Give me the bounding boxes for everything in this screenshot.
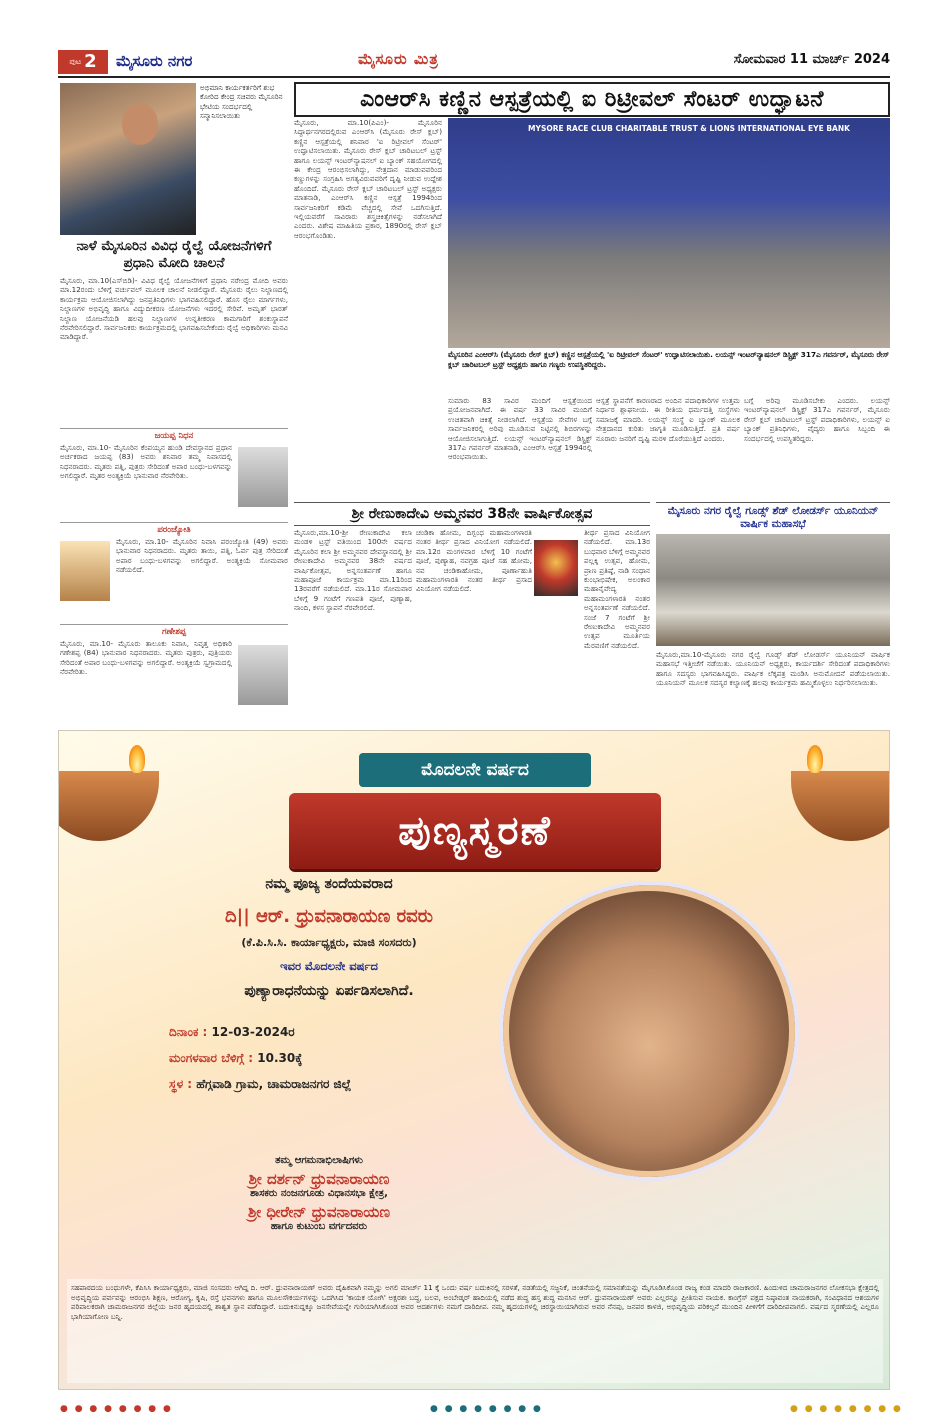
ceremony-time [169, 1051, 302, 1066]
time-label: ಮಂಗಳವಾರ ಬೆಳಿಗ್ಗೆ : [169, 1051, 254, 1065]
time-value: 10.30ಕ್ಕೆ [257, 1051, 303, 1065]
section-name: ಮೈಸೂರು ನಗರ [116, 52, 193, 70]
main-photo-caption: ಮೈಸೂರಿನ ಎಂಆರ್‌ಸಿ (ಮೈಸೂರು ರೇಸ್ ಕ್ಲಬ್) ಕಣ್ಣಿನ ಆಸ್ಪತ್ರೆಯಲ್ಲಿ 'ಐ ರಿಟ್ರೀವಲ್ ಸೆಂಟರ್' ಉದ್ಘಾಟಿಸಲಾಯಿತು. ಲಯನ್ಸ್ ಇಂಟರ್‌ನ್ಯಾಷನಲ್ ಡಿಸ್ಟ್ರಿಕ್ಟ್ 317ಎ ಗವರ್ನರ್, ಮೈಸೂರು ರೇಸ್ ಕ್ಲಬ್ ಚಾರಿಟಬಲ್ ಟ್ರಸ್ಟ್ ಅಧ್ಯಕ್ಷರು ಹಾಗೂ ಗಣ್ಯರು ಉಪಸ್ಥಿತರಿದ್ದರು. [448, 350, 889, 369]
obituary-text: ಮೈಸೂರು, ಮಾ.10- ಮೈಸೂರಿನ ನಿವಾಸಿ ಪರಂಜ್ಯೋತಿ (49) ಅವರು ಭಾನುವಾರ ನಿಧನರಾದರು. ಮೃತರು ತಾಯಿ, ಪತ್ನಿ, ಓರ್ವ ಪುತ್ರ ಸೇರಿದಂತೆ ಅಪಾರ ಬಂಧು-ಬಳಗವನ್ನು ಅಗಲಿದ್ದಾರೆ. ಅಂತ್ಯಕ್ರಿಯೆ ಸೋಮವಾರ ನಡೆಯಲಿದೆ. [116, 537, 288, 575]
first-year-line: ಇವರ ಮೊದಲನೇ ವರ್ಷದ [280, 959, 378, 973]
main-headline: ಎಂಆರ್‌ಸಿ ಕಣ್ಣಿನ ಆಸ್ಪತ್ರೆಯಲ್ಲಿ ಐ ರಿಟ್ರೀವಲ್ ಸೆಂಟರ್ ಉದ್ಘಾಟನೆ [294, 82, 890, 117]
page-number-tag [58, 50, 108, 74]
family-line: ಹಾಗೂ ಕುಟುಂಬ ವರ್ಗದವರು [270, 1221, 368, 1232]
obituary-1 [60, 428, 288, 518]
print-registration-dots: ● ● ● ● ● ● ● ● [790, 1404, 903, 1414]
deity-image [534, 540, 578, 596]
union-story-headline: ಮೈಸೂರು ನಗರ ರೈಲ್ವೆ ಗೂಡ್ಸ್ ಶೆಡ್ ಲೋಡರ್ಸ್ ಯೂನಿಯನ್ ವಾರ್ಷಿಕ ಮಹಾಸಭೆ [656, 502, 890, 531]
issue-date: ಸೋಮವಾರ 11 ಮಾರ್ಚ್ 2024 [733, 52, 890, 67]
place-value: ಹೆಗ್ಗವಾಡಿ ಗ್ರಾಮ, ಚಾಮರಾಜನಗರ ಜಿಲ್ಲೆ [196, 1077, 352, 1091]
ceremony-place [169, 1077, 351, 1092]
son-2-name: ಶ್ರೀ ಧೀರೇನ್ ಧ್ರುವನಾರಾಯಣ [247, 1203, 391, 1221]
rail-story-text: ಮೈಸೂರು, ಮಾ.10(ಎಸ್‌ಬಿಡಿ)- ವಿವಿಧ ರೈಲ್ವೆ ಯೋಜನೆಗಳಿಗೆ ಪ್ರಧಾನಿ ನರೇಂದ್ರ ಮೋದಿ ಅವರು ಮಾ.12ರಂದು ಬೆಳಿಗ್ಗೆ ವರ್ಚುವಲ್ ಮೂಲಕ ಚಾಲನೆ ನೀಡಲಿದ್ದಾರೆ. ಮೈಸೂರು ರೈಲು ನಿಲ್ದಾಣದಲ್ಲಿ ಕಾರ್ಯಕ್ರಮ ಆಯೋಜಿಸಲಾಗಿದ್ದು ಜನಪ್ರತಿನಿಧಿಗಳು ಭಾಗವಹಿಸಲಿದ್ದಾರೆ. ಹೊಸ ರೈಲು ಮಾರ್ಗಗಳು, ನಿಲ್ದಾಣಗಳ ಅಭಿವೃದ್ಧಿ ಹಾಗೂ ವಿದ್ಯುದೀಕರಣ ಯೋಜನೆಗಳು ಇದರಲ್ಲಿ ಸೇರಿವೆ. ಅಮೃತ್ ಭಾರತ್ ನಿಲ್ದಾಣ ಯೋಜನೆಯಡಿ ಹಲವು ನಿಲ್ದಾಣಗಳ ಉನ್ನತೀಕರಣ ಕಾಮಗಾರಿಗೆ ಶಂಕುಸ್ಥಾಪನೆ ನೆರವೇರಿಸಲಿದ್ದಾರೆ. ಸಾರ್ವಜನಿಕರು ಕಾರ್ಯಕ್ರಮದಲ್ಲಿ ಭಾಗವಹಿಸಬೇಕೆಂದು ರೈಲ್ವೆ ಅಧಿಕಾರಿಗಳು ಮನವಿ ಮಾಡಿದ್ದಾರೆ. [60, 276, 288, 342]
first-year-label: ಮೊದಲನೇ ವರ್ಷದ [359, 753, 591, 787]
portrait-photo [499, 881, 799, 1181]
temple-story-column-2: ಚಂಡಿಕಾ ಹೋಮ, ದಿಗ್ಬಂಧ ಮಹಾಮಂಗಳಾರತಿ ನಂತರ ತೀರ್ಥ ಪ್ರಸಾದ ವಿನಿಯೋಗ ನಡೆಯಲಿದೆ. ಮಾ.12ರ ಮಂಗಳವಾರ ಬೆಳಿಗ್ಗೆ 10 ಗಂಟೆಗೆ ಪೂಜೆ, ಪುಣ್ಯಾಹ, ನವಗ್ರಹ ಪೂಜೆ ಸಹ ಹೋಮ, ನವ ಚಂಡಿಕಾಹೋಮ, ಪೂರ್ಣಾಹುತಿ ಮಹಾಮಂಗಳಾರತಿ ನಂತರ ತೀರ್ಥ ಪ್ರಸಾದ ವಿನಿಯೋಗ ನಡೆಯಲಿದೆ. [416, 528, 532, 594]
photo-banner-text: MYSORE RACE CLUB CHARITABLE TRUST & LIONS INTERNATIONAL EYE BANK [528, 124, 850, 133]
obituary-heading: ಜಯಪ್ಪ ನಿಧನ [154, 431, 194, 441]
ceremony-line: ಪುಣ್ಯಾರಾಧನೆಯನ್ನು ಏರ್ಪಡಿಸಲಾಗಿದೆ. [244, 983, 414, 999]
intro-line: ನಮ್ಮ ಪೂಜ್ಯ ತಂದೆಯವರಾದ [265, 876, 393, 892]
oil-lamp-icon [791, 771, 890, 841]
rail-story-headline: ನಾಳೆ ಮೈಸೂರಿನ ವಿವಿಧ ರೈಲ್ವೆ ಯೋಜನೆಗಳಿಗೆ ಪ್ರಧಾನಿ ಮೋದಿ ಚಾಲನೆ [76, 238, 272, 271]
date-label: ದಿನಾಂಕ : [169, 1025, 208, 1039]
memorial-advertisement [58, 730, 890, 1390]
obituary-photo [60, 541, 110, 601]
flame-icon [807, 745, 823, 773]
obituary-heading: ಗಣೇಶಪ್ಪ [162, 627, 186, 637]
son-1-name: ಶ್ರೀ ದರ್ಶನ್ ಧ್ರುವನಾರಾಯಣ [248, 1170, 390, 1188]
header-divider [58, 76, 890, 78]
place-label: ಸ್ಥಳ : [169, 1077, 193, 1091]
invitation-signatories [129, 1155, 509, 1232]
temple-story-column-3: ತೀರ್ಥ ಪ್ರಸಾದ ವಿನಿಯೋಗ ನಡೆಯಲಿದೆ. ಮಾ.13ರ ಬುಧವಾರ ಬೆಳಿಗ್ಗೆ ಅಮ್ಮನವರ ಪಲ್ಲಕ್ಕಿ ಉತ್ಸವ, ಹೋಮ, ಪ್ರಾಣ ಪ್ರತಿಷ್ಠೆ, ನಾಡಿ ಸಂಧಾನ ಕುಂಭಾಭಿಷೇಕ, ಅಲಂಕಾರ ಮಹಾನೈವೇದ್ಯ ಮಹಾಮಂಗಳಾರತಿ ನಂತರ ಅನ್ನಸಂತರ್ಪಣೆ ನಡೆಯಲಿದೆ. ಸಂಜೆ 7 ಗಂಟೆಗೆ ಶ್ರೀ ರೇಣುಕಾದೇವಿ ಅಮ್ಮನವರ ಉತ್ಸವ ಮೂರ್ತಿಯ ಮೆರವಣಿಗೆ ನಡೆಯಲಿದೆ. [584, 528, 650, 650]
main-story-column-3: ಆಸ್ಪತ್ರೆ ಸ್ಥಾಪನೆಗೆ ಕಾರಣರಾದ ಅಂದಿನ ಪದಾಧಿಕಾರಿಗಳ ಉತ್ತಮ ನಿರ್ಧಾರ ಶ್ಲಾಘನೀಯ. ಈ ರೀತಿಯ ಧರ್ಮದತ್ತಿ ಸಂಸ್ಥೆಗಳು ಸಮಾಜಕ್ಕೆ ಮಾದರಿ. ಲಯನ್ಸ್ ಸಂಸ್ಥೆ ಐ ಬ್ಯಾಂಕ್ ಮೂಲಕ ನೇತ್ರದಾನದ ಕುರಿತು ಜಾಗೃತಿ ಮೂಡಿಸುತ್ತಿದೆ. ಪ್ರತಿ ವರ್ಷ ನೂರಾರು ಜನರಿಗೆ ದೃಷ್ಟಿ ಮರಳಿ ದೊರೆಯುತ್ತಿದೆ ಎಂದರು. [596, 396, 740, 443]
eye-center-inauguration-photo [448, 118, 890, 348]
print-registration-dots: ● ● ● ● ● ● ● ● [60, 1404, 173, 1414]
temple-story-column-1: ಮೈಸೂರು,ಮಾ.10-ಶ್ರೀ ರೇಣುಕಾದೇವಿ ಕಲಾ ಮಂಡಳಿ ಟ್ರಸ್ಟ್ ವತಿಯಿಂದ 100ನೇ ವರ್ಷದ ಮೈಸೂರಿನ ಕಲಾ ಶ್ರೀ ಅಮ್ಮನವರ ದೇವಸ್ಥಾನದಲ್ಲಿ ಶ್ರೀ ರೇಣುಕಾದೇವಿ ಅಮ್ಮನವರ 38ನೇ ವರ್ಷದ ವಾರ್ಷಿಕೋತ್ಸವ, ಅನ್ನಸಂತರ್ಪಣೆ ಹಾಗೂ ಮಹಾಪೂಜೆ ಕಾರ್ಯಕ್ರಮ ಮಾ.11ರಿಂದ 13ರವರೆಗೆ ನಡೆಯಲಿದೆ. ಮಾ.11ರ ಸೋಮವಾರ ಬೆಳಿಗ್ಗೆ 9 ಗಂಟೆಗೆ ಗಣಪತಿ ಪೂಜೆ, ಪುಣ್ಯಾಹ, ನಾಂದಿ, ಕಳಸ ಸ್ಥಾಪನೆ ನೆರವೇರಲಿದೆ. [294, 528, 412, 613]
obituary-text: ಮೈಸೂರು, ಮಾ.10- ಮೈಸೂರು ತಾಲೂಕು ನಿವಾಸಿ, ನಿವೃತ್ತ ಅಧಿಕಾರಿ ಗಣೇಶಪ್ಪ (84) ಭಾನುವಾರ ನಿಧನರಾದರು. ಮೃತರು ಪುತ್ರರು, ಪುತ್ರಿಯರು ಸೇರಿದಂತೆ ಅಪಾರ ಬಂಧು-ಬಳಗವನ್ನು ಅಗಲಿದ್ದಾರೆ. ಅಂತ್ಯಕ್ರಿಯೆ ಸ್ವಗ್ರಾಮದಲ್ಲಿ ನೆರವೇರಿತು. [60, 639, 232, 677]
memorial-title: ಪುಣ್ಯಸ್ಮರಣೆ [398, 808, 552, 854]
print-registration-dots: ● ● ● ● ● ● ● ● [430, 1404, 543, 1414]
main-story-column-4: ಬಗ್ಗೆ ಅರಿವು ಮೂಡಿಸಬೇಕು ಎಂದರು. ಲಯನ್ಸ್ ಇಂಟರ್‌ನ್ಯಾಷನಲ್ ಡಿಸ್ಟ್ರಿಕ್ಟ್ 317ಎ ಗವರ್ನರ್, ಮೈಸೂರು ರೇಸ್ ಕ್ಲಬ್ ಚಾರಿಟಬಲ್ ಟ್ರಸ್ಟ್ ಪದಾಧಿಕಾರಿಗಳು, ಲಯನ್ಸ್ ಐ ಬ್ಯಾಂಕ್ ಪ್ರತಿನಿಧಿಗಳು, ವೈದ್ಯರು ಹಾಗೂ ಸಿಬ್ಬಂದಿ ಈ ಸಂದರ್ಭದಲ್ಲಿ ಉಪಸ್ಥಿತರಿದ್ದರು. [744, 396, 890, 443]
obituary-photo [238, 447, 288, 507]
oil-lamp-icon [58, 771, 159, 841]
union-group-photo [656, 534, 890, 646]
obituary-text: ಮೈಸೂರು, ಮಾ.10- ಮೈಸೂರಿನ ಕೆಂಪಯ್ಯನ ಹುಂಡಿ ದೇವಸ್ಥಾನದ ಪ್ರಧಾನ ಅರ್ಚಕರಾದ ಜಯಪ್ಪ (83) ಅವರು ಶನಿವಾರ ತಮ್ಮ ನಿವಾಸದಲ್ಲಿ ನಿಧನರಾದರು. ಮೃತರು ಪತ್ನಿ, ಪುತ್ರರು ಸೇರಿದಂತೆ ಅಪಾರ ಬಂಧು-ಬಳಗವನ್ನು ಅಗಲಿದ್ದಾರೆ. ಮೃತರ ಅಂತ್ಯಕ್ರಿಯೆ ಭಾನುವಾರ ನೆರವೇರಿತು. [60, 443, 232, 481]
page-label: ಪುಟ [69, 57, 82, 66]
obituary-photo [238, 645, 288, 705]
title-ribbon [289, 793, 661, 869]
temple-story-headline: ಶ್ರೀ ರೇಣುಕಾದೇವಿ ಅಮ್ಮನವರ 38ನೇ ವಾರ್ಷಿಕೋತ್ಸವ [294, 502, 650, 526]
flame-icon [129, 745, 145, 773]
minister-photo-caption: ಅಭಿಮಾನಿ ಕಾರ್ಯಕರ್ತರಿಗೆ ಶುಭ ಕೋರಿದ ಕೇಂದ್ರ ಸಚಿವರು ಮೈಸೂರಿನ ಭೇಟಿಯ ಸಂದರ್ಭದಲ್ಲಿ ಸನ್ಮಾನಿಸಲಾಯಿತು [200, 83, 283, 121]
deceased-name: ದಿ|| ಆರ್. ಧ್ರುವನಾರಾಯಣ ರವರು [225, 906, 433, 927]
main-story-column-1: ಮೈಸೂರು, ಮಾ.10(ಪಿಎಂ)- ಮೈಸೂರಿನ ಸಿದ್ದಾರ್ಥನಗರದಲ್ಲಿರುವ ಎಂಆರ್‌ಸಿ (ಮೈಸೂರು ರೇಸ್ ಕ್ಲಬ್) ಕಣ್ಣಿನ ಆಸ್ಪತ್ರೆಯಲ್ಲಿ ಶನಿವಾರ 'ಐ ರಿಟ್ರೀವಲ್ ಸೆಂಟರ್' ಉದ್ಘಾಟಿಸಲಾಯಿತು. ಮೈಸೂರು ರೇಸ್ ಕ್ಲಬ್ ಚಾರಿಟಬಲ್ ಟ್ರಸ್ಟ್ ಹಾಗೂ ಲಯನ್ಸ್ ಇಂಟರ್‌ನ್ಯಾಷನಲ್ ಐ ಬ್ಯಾಂಕ್ ಸಹಯೋಗದಲ್ಲಿ ಈ ಕೇಂದ್ರ ಆರಂಭಿಸಲಾಗಿದ್ದು, ನೇತ್ರದಾನ ಮಾಡುವವರಿಂದ ಕಣ್ಣುಗಳನ್ನು ಸಂಗ್ರಹಿಸಿ ಅಗತ್ಯವಿರುವವರಿಗೆ ದೃಷ್ಟಿ ನೀಡುವ ಉದ್ದೇಶ ಹೊಂದಿದೆ. ಮೈಸೂರು ರೇಸ್ ಕ್ಲಬ್ ಚಾರಿಟಬಲ್ ಟ್ರಸ್ಟ್ ಅಧ್ಯಕ್ಷರು ಮಾತನಾಡಿ, ಎಂಆರ್‌ಸಿ ಕಣ್ಣಿನ ಆಸ್ಪತ್ರೆ 1994ರಿಂದ ಸಾರ್ವಜನಿಕರಿಗೆ ಕಡಿಮೆ ವೆಚ್ಚದಲ್ಲಿ ಸೇವೆ ಒದಗಿಸುತ್ತಿದೆ. ಇಲ್ಲಿಯವರೆಗೆ ಸಾವಿರಾರು ಶಸ್ತ್ರಚಿಕಿತ್ಸೆಗಳನ್ನು ನಡೆಸಲಾಗಿದೆ ಎಂದರು. ವಿಶೇಷ ಮಾಹಿತಿಯ ಪ್ರಕಾರ, 1890ರಲ್ಲಿ ರೇಸ್ ಕ್ಲಬ್ ಆರಂಭಗೊಂಡಿತು. [294, 118, 442, 240]
page-number: 2 [84, 51, 97, 72]
son-1-designation: ಶಾಸಕರು ನಂಜನಗೂಡು ವಿಧಾನಸಭಾ ಕ್ಷೇತ್ರ, [250, 1188, 388, 1199]
page-header [58, 50, 890, 74]
tribute-paragraph: ಸಹಪಾಠದಯ ಬಂಧುಗಳೇ, ಕೆಪಿಸಿಸಿ ಕಾರ್ಯಾಧ್ಯಕ್ಷರು, ಮಾಜಿ ಸಂಸದರು ಆಗಿದ್ದ ದಿ. ಆರ್. ಧ್ರುವನಾರಾಯಣ್ ಅವರು ದೈಹಿಕವಾಗಿ ನಮ್ಮನ್ನು ಅಗಲಿ ಮಾರ್ಚ್ 11 ಕ್ಕೆ ಒಂದು ವರ್ಷ ಬದುಕಿನಲ್ಲಿ ಸರಳತೆ, ನಡತೆಯಲ್ಲಿ ಸಜ್ಜನಿಕೆ, ಚಿಂತನೆಯಲ್ಲಿ ಸಮಾನತೆಯನ್ನು ಮೈಗೂಡಿಸಿಕೊಂಡ ರಾಜ್ಯ ಕಂಡ ಮಾದರಿ ರಾಜಕಾರಣಿ. ಹಿಂದುಳಿದ ಚಾಮರಾಜನಗರ ಲೋಕಸಭಾ ಕ್ಷೇತ್ರದಲ್ಲಿ ಅಭಿವೃದ್ಧಿಯ ಪರ್ವವನ್ನು ಆರಂಭಿಸಿ ಶಿಕ್ಷಣ, ಆರೋಗ್ಯ, ಕೃಷಿ, ರಸ್ತೆ ಭವನಗಳು ಹಾಗೂ ಮೂಲಸೌಕರ್ಯಗಳನ್ನು ಒದಗಿಸಿದ 'ಕಾಯಕ ಯೋಗಿ' ಅಕ್ಷರಶಃ ಬದ್ಧ, ಬಲವ, ಅಂಬೇಡ್ಕರ್ ಹಾದಿಯಲ್ಲಿ ನಡೆದ ಶುದ್ಧ ಹಸ್ತ ಶುದ್ಧ ಮನಸಿನ ಆರ್. ಧ್ರುವನಾರಾಯಣ್ ಅವರು ಎಲ್ಲರನ್ನೂ ಪ್ರೀತಿಸುವ ನಾಯಕ. ಕಾಂಗ್ರೆಸ್ ಪಕ್ಷದ ನಿಷ್ಠಾವಂತ ನಾಯಕರಾಗಿ, ಸಂವಿಧಾನದ ಆಶಯಗಳ ಪರಿಪಾಲಕರಾಗಿ ಚಾಮರಾಜನಗರ ಜಿಲ್ಲೆಯ ಜನರ ಹೃದಯದಲ್ಲಿ ಶಾಶ್ವತ ಸ್ಥಾನ ಪಡೆದಿದ್ದಾರೆ. ಬದುಕಿನುದ್ದಕ್ಕೂ ಜನಸೇವೆಯನ್ನೇ ಗುರಿಯಾಗಿಸಿಕೊಂಡ ಅವರ ಆದರ್ಶಗಳು ನಮಗೆ ದಾರಿದೀಪ. ನಮ್ಮ ಹೃದಯಗಳಲ್ಲಿ ಚಿರಸ್ಥಾಯಿಯಾಗಿರುವ ಅವರ ನೆನಪು, ಜನಪರ ಕಾಳಜಿ, ಅಭಿವೃದ್ಧಿಯ ಪರಿಕಲ್ಪನೆ ಮುಂದಿನ ಪೀಳಿಗೆಗೆ ದಾರಿದೀಪವಾಗಲಿ. ವರ್ಷದ ಸ್ಮರಣೆಯಲ್ಲಿ ಎಲ್ಲರೂ ಭಾಗಿಯಾಗೋಣ ಬನ್ನಿ. [67, 1279, 883, 1383]
obituary-2 [60, 522, 288, 620]
obituary-3 [60, 624, 288, 724]
main-story-column-2: ಸುಮಾರು 83 ಸಾವಿರ ಮಂದಿಗೆ ಆಸ್ಪತ್ರೆಯಿಂದ ಪ್ರಯೋಜನವಾಗಿದೆ. ಈ ವರ್ಷ 33 ಸಾವಿರ ಮಂದಿಗೆ ಉಚಿತವಾಗಿ ಚಿಕಿತ್ಸೆ ನೀಡಲಾಗಿದೆ. ಆಸ್ಪತ್ರೆಯ ಸೇವೆಗಳ ಬಗ್ಗೆ ಸಾರ್ವಜನಿಕರಲ್ಲಿ ಅರಿವು ಮೂಡಿಸುವ ನಿಟ್ಟಿನಲ್ಲಿ ಶಿಬಿರಗಳನ್ನು ಆಯೋಜಿಸಲಾಗುತ್ತಿದೆ. ಲಯನ್ಸ್ ಇಂಟರ್‌ನ್ಯಾಷನಲ್ ಡಿಸ್ಟ್ರಿಕ್ಟ್ 317ಎ ಗವರ್ನರ್ ಮಾತನಾಡಿ, ಎಂಆರ್‌ಸಿ ಆಸ್ಪತ್ರೆ 1994ರಲ್ಲಿ ಆರಂಭವಾಯಿತು. [448, 396, 592, 462]
union-story-text: ಮೈಸೂರು,ಮಾ.10-ಮೈಸೂರು ನಗರ ರೈಲ್ವೆ ಗೂಡ್ಸ್ ಶೆಡ್ ಲೋಡರ್ಸ್ ಯೂನಿಯನ್ ವಾರ್ಷಿಕ ಮಹಾಸಭೆ ಇತ್ತೀಚೆಗೆ ನಡೆಯಿತು. ಯೂನಿಯನ್ ಅಧ್ಯಕ್ಷರು, ಕಾರ್ಯದರ್ಶಿ ಸೇರಿದಂತೆ ಪದಾಧಿಕಾರಿಗಳು ಹಾಗೂ ಸದಸ್ಯರು ಭಾಗವಹಿಸಿದ್ದರು. ವಾರ್ಷಿಕ ಲೆಕ್ಕಪತ್ರ ಮಂಡಿಸಿ ಅನುಮೋದನೆ ಪಡೆಯಲಾಯಿತು. ಯೂನಿಯನ್ ಮೂಲಕ ಸದಸ್ಯರ ಕಲ್ಯಾಣಕ್ಕೆ ಹಲವು ಕಾರ್ಯಕ್ರಮ ಹಮ್ಮಿಕೊಳ್ಳಲು ನಿರ್ಧರಿಸಲಾಯಿತು. [656, 650, 890, 688]
date-value: 12-03-2024ರ [211, 1025, 295, 1039]
deceased-designation: (ಕೆ.ಪಿ.ಸಿ.ಸಿ. ಕಾರ್ಯಾಧ್ಯಕ್ಷರು, ಮಾಜಿ ಸಂಸದರು) [241, 936, 417, 949]
ceremony-date [169, 1025, 295, 1040]
obituary-heading: ಪರಂಜ್ಯೋತಿ [157, 525, 191, 535]
masthead: ಮೈಸೂರು ಮಿತ್ರ [358, 50, 439, 68]
by-line: ತಮ್ಮ ಆಗಮನಾಭಿಲಾಷಿಗಳು [275, 1155, 363, 1166]
minister-photo [60, 83, 196, 235]
